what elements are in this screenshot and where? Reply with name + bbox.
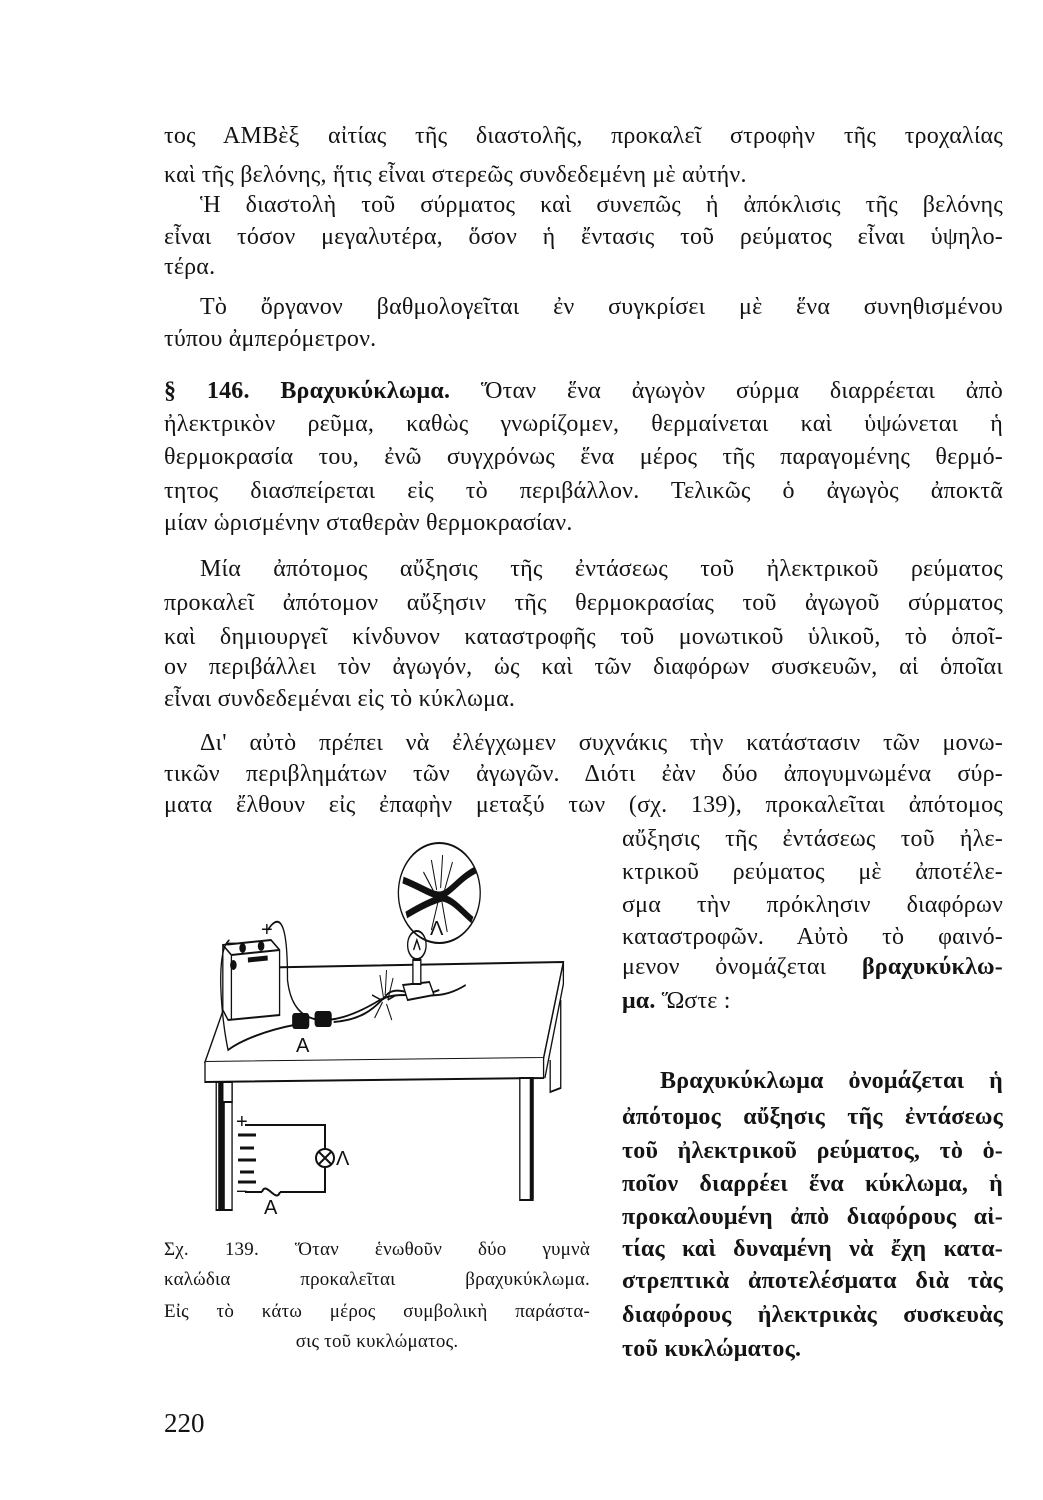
body-text-line — [164, 252, 1003, 282]
side-text-line — [622, 986, 1003, 1016]
body-text-line — [164, 588, 1003, 618]
bold-text: διαφόρους ἠλεκτρικὰς συσκευὰς — [622, 1302, 1003, 1328]
text-span: τικῶν περιβλημάτων τῶν ἀγωγῶν. Διότι ἐὰν δύο ἀπογυμνωμένα σύρ- — [164, 761, 1003, 787]
body-text-line — [200, 728, 1003, 758]
text-span: Μία ἀπότομος αὔξησις τῆς ἐντάσεως τοῦ ἠλεκτρικοῦ ρεύματος — [200, 556, 1003, 582]
bold-text: προκαλουμένη ἀπὸ διαφόρους αἰ- — [622, 1204, 1003, 1230]
definition-line — [622, 1334, 1003, 1364]
text-span: καὶ τῆς βελόνης, ἥτις εἶναι στερεῶς συνδεδεμένη μὲ αὐτήν. — [164, 162, 747, 188]
battery-plus-label: + — [261, 919, 273, 941]
body-text-line — [164, 121, 1003, 151]
text-span: καταστροφῶν. Αὐτὸ τὸ φαινό- — [622, 924, 1003, 950]
body-text-line — [164, 222, 1003, 252]
figure-caption-line — [164, 1299, 590, 1325]
bold-text: § 146. Βραχυκύκλωμα. — [164, 378, 451, 404]
bold-text: βραχυκύκλω- — [861, 954, 1003, 980]
definition-line — [622, 1234, 1003, 1264]
side-text-line — [622, 922, 1003, 952]
page-number: 220 — [164, 1408, 205, 1438]
bold-text: τοῦ ἠλεκτρικοῦ ρεύματος, τὸ ὁ- — [622, 1138, 1003, 1164]
schematic-lamp-label: Λ — [336, 1148, 350, 1170]
text-span: τητος διασπείρεται εἰς τὸ περιβάλλον. Τελικῶς ὁ ἀγωγὸς ἀποκτᾶ — [164, 478, 1003, 504]
definition-line — [622, 1266, 1003, 1296]
body-text-line — [200, 292, 1003, 322]
schematic-minus-label: − — [236, 1181, 248, 1203]
side-text-line — [622, 952, 1003, 982]
lamp-label: Λ — [430, 918, 444, 940]
text-span: Τὸ ὄργανον βαθμολογεῖται ἐν συγκρίσει μὲ ἕνα συνηθισμένου — [200, 294, 1003, 320]
body-text-line — [164, 622, 1003, 652]
side-text-line — [622, 824, 1003, 854]
body-text-line — [164, 508, 1003, 538]
body-text-line — [164, 759, 1003, 789]
text-span: προκαλεῖ ἀπότομον αὔξησιν τῆς θερμοκρασίας τοῦ ἀγωγοῦ σύρματος — [164, 590, 1003, 616]
ammeter-label: Α — [296, 1035, 310, 1057]
bold-text: τοῦ κυκλώματος. — [622, 1336, 802, 1362]
definition-line — [622, 1102, 1003, 1132]
body-text-line — [164, 409, 1003, 439]
figure-caption-line — [164, 1237, 590, 1263]
body-text-line — [164, 324, 1003, 354]
figure-caption-line — [164, 1267, 590, 1293]
text-span: κτρικοῦ ρεύματος μὲ ἀποτέλε- — [622, 859, 1003, 885]
text-span: ἠλεκτρικὸν ρεῦμα, καθὼς γνωρίζομεν, θερμαίνεται καὶ ὑψώνεται ἡ — [164, 411, 1003, 437]
definition-line — [660, 1066, 1003, 1096]
text-span: τος ΑΜΒὲξ αἰτίας τῆς διαστολῆς, προκαλεῖ στροφὴν τῆς τροχαλίας — [164, 123, 1003, 149]
side-text-line — [622, 857, 1003, 887]
schematic-ammeter-label: Α — [264, 1197, 278, 1219]
figure-caption-line — [164, 1329, 590, 1355]
schematic-plus-label: + — [236, 1111, 248, 1133]
text-span: μίαν ὡρισμένην σταθερὰν θερμοκρασίαν. — [164, 510, 573, 536]
side-text-line — [622, 890, 1003, 920]
text-span: Δι' αὐτὸ πρέπει νὰ ἐλέγχωμεν συχνάκις τὴν κατάστασιν τῶν μονω- — [200, 730, 1003, 756]
text-span: Ὥστε : — [655, 988, 731, 1014]
text-span: Σχ. 139. Ὅταν ἑνωθοῦν δύο γυμνὰ — [164, 1239, 590, 1260]
text-span: σμα τὴν πρόκλησιν διαφόρων — [622, 892, 1003, 918]
text-span: ματα ἔλθουν εἰς ἐπαφὴν μεταξύ των (σχ. 139), προκαλεῖται ἀπότομος — [164, 792, 1003, 818]
body-text-line — [164, 160, 1003, 190]
bold-text: ποῖον διαρρέει ἕνα κύκλωμα, ἡ — [622, 1171, 1003, 1197]
text-span: εἶναι τόσον μεγαλυτέρα, ὅσον ἡ ἔντασις τοῦ ρεύματος εἶναι ὑψηλο- — [164, 224, 1003, 250]
bold-text: Βραχυκύκλωμα ὀνομάζεται ἡ — [660, 1068, 1003, 1094]
text-span: τέρα. — [164, 254, 216, 280]
body-text-line — [200, 554, 1003, 584]
body-text-line — [200, 190, 1003, 220]
body-text-line — [164, 652, 1003, 682]
definition-line — [622, 1202, 1003, 1232]
bold-text: μα. — [622, 988, 656, 1014]
bold-text: ἀπότομος αὔξησις τῆς ἐντάσεως — [622, 1104, 1003, 1130]
text-span: εἶναι συνδεδεμέναι εἰς τὸ κύκλωμα. — [164, 686, 516, 712]
text-span: Ἡ διαστολὴ τοῦ σύρματος καὶ συνεπῶς ἡ ἀπόκλισις τῆς βελόνης — [200, 192, 1003, 218]
definition-line — [622, 1169, 1003, 1199]
body-text-line — [164, 376, 1003, 406]
text-span: καλώδια προκαλεῖται βραχυκύκλωμα. — [164, 1269, 590, 1290]
text-span: καὶ δημιουργεῖ κίνδυνον καταστροφῆς τοῦ μονωτικοῦ ὑλικοῦ, τὸ ὁποῖ- — [164, 624, 1003, 650]
body-text-line — [164, 684, 1003, 714]
text-span: μενον ὀνομάζεται — [622, 954, 862, 980]
text-span: θερμοκρασία του, ἐνῶ συγχρόνως ἕνα μέρος τῆς παραγομένης θερμό- — [164, 444, 1003, 470]
definition-line — [622, 1136, 1003, 1166]
text-span: σις τοῦ κυκλώματος. — [295, 1331, 459, 1352]
text-span: αὔξησις τῆς ἐντάσεως τοῦ ἠλε- — [622, 826, 1003, 852]
text-span: τύπου ἀμπερόμετρον. — [164, 326, 377, 352]
body-text-line — [164, 442, 1003, 472]
text-span: ον περιβάλλει τὸν ἀγωγόν, ὡς καὶ τῶν διαφόρων συσκευῶν, αἱ ὁποῖαι — [164, 654, 1003, 680]
body-text-line — [164, 790, 1003, 820]
battery-minus-label: − — [225, 933, 237, 955]
text-span: Εἰς τὸ κάτω μέρος συμβολικὴ παράστα- — [164, 1301, 590, 1322]
body-text-line — [164, 476, 1003, 506]
definition-line — [622, 1300, 1003, 1330]
text-span: Ὅταν ἕνα ἀγωγὸν σύρμα διαρρέεται ἀπὸ — [450, 378, 1003, 404]
bold-text: στρεπτικὰ ἀποτελέσματα διὰ τὰς — [622, 1268, 1003, 1294]
bold-text: τίας καὶ δυναμένη νὰ ἔχη κατα- — [622, 1236, 1003, 1262]
